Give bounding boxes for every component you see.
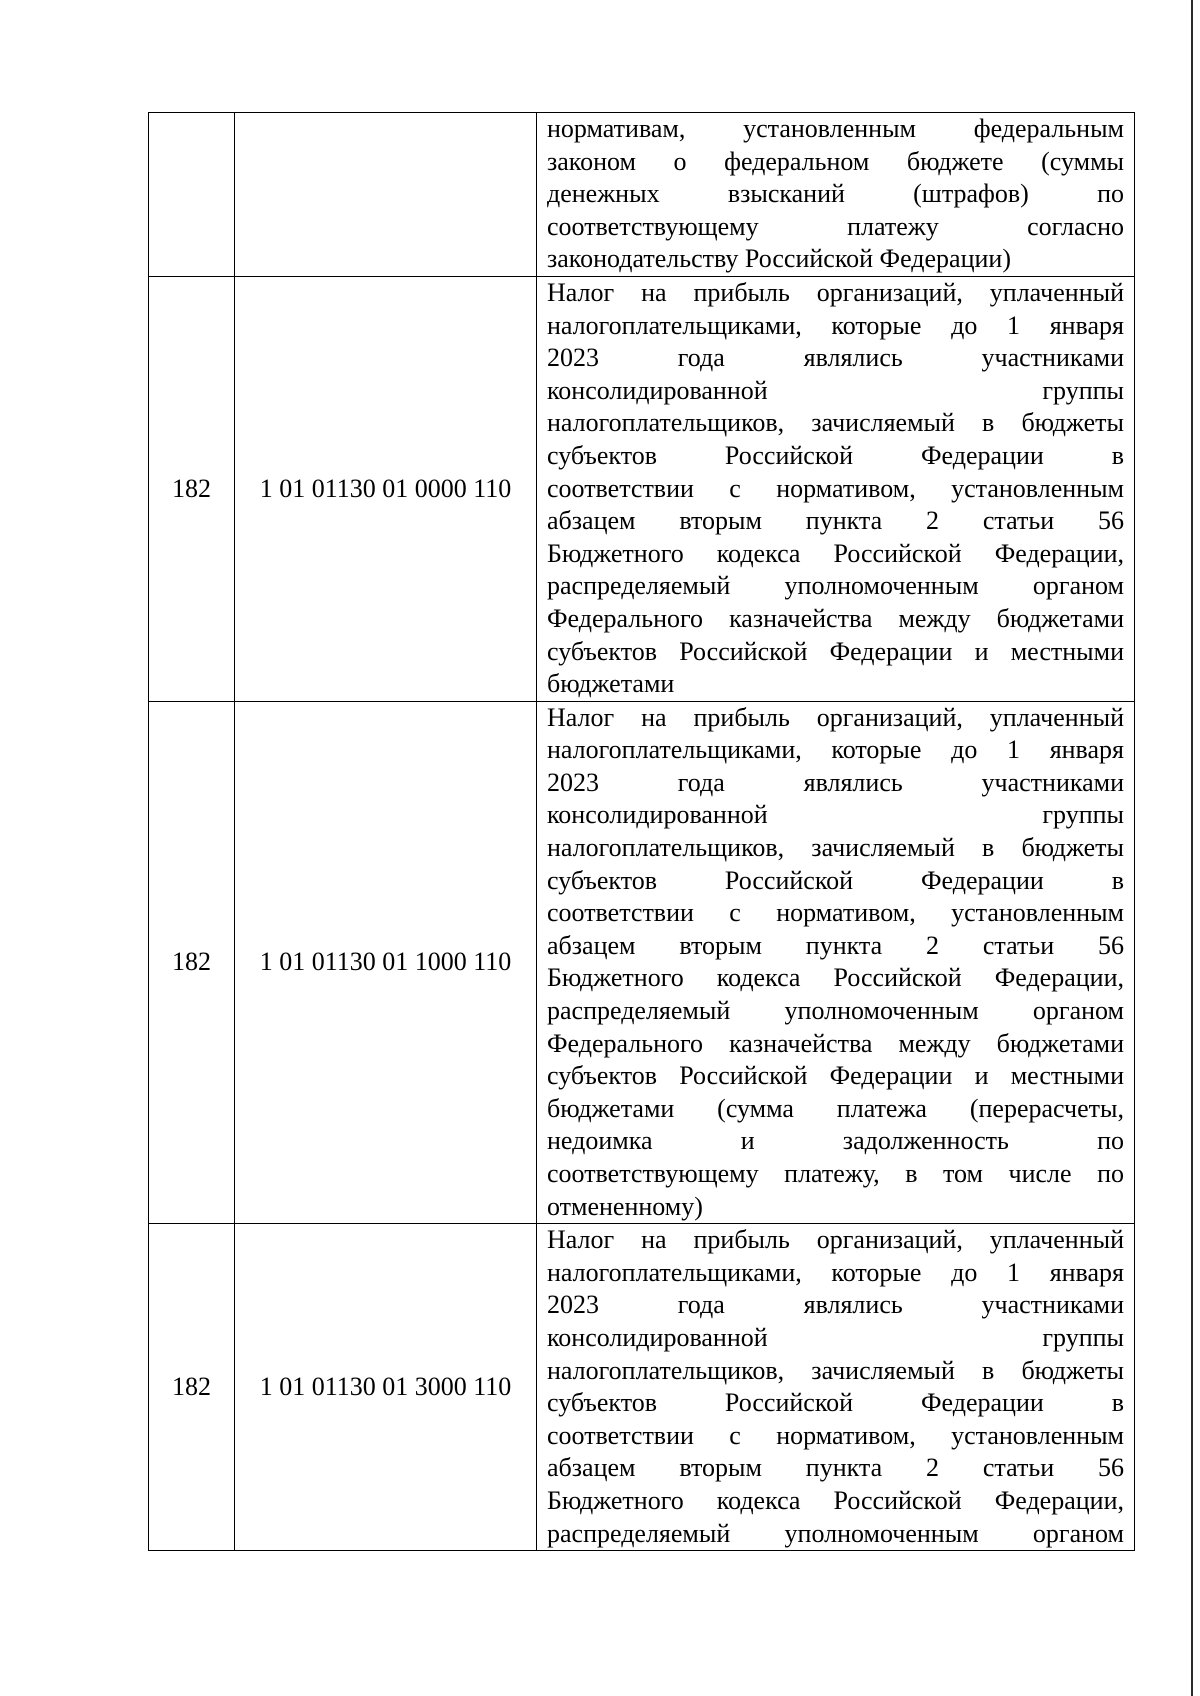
table-body [149, 113, 1135, 1551]
description-line: налогоплательщиками, которые до 1 января [547, 1257, 1124, 1287]
description-line: субъектов Российской Федерации в [547, 865, 1124, 895]
budget-code-cell [235, 113, 537, 277]
description-line: соответствующему платежу согласно [547, 211, 1124, 241]
description-line: законодательству Российской Федерации) [547, 244, 1011, 274]
description-line: налогоплательщиков, зачисляемый в бюджеты [547, 833, 1124, 863]
description-line: Налог на прибыль организаций, уплаченный [547, 277, 1124, 307]
description-line: налогоплательщиками, которые до 1 января [547, 310, 1124, 340]
budget-code-cell: 1 01 01130 01 1000 110 [235, 701, 537, 1224]
table-row [149, 113, 1135, 277]
description-line: соответствии с нормативом, установленным [547, 1420, 1124, 1450]
admin-code-cell: 182 [149, 276, 235, 701]
description-line: Бюджетного кодекса Российской Федерации, [547, 1485, 1124, 1515]
description-cell [537, 701, 1135, 1224]
description-line: распределяемый уполномоченным органом [547, 996, 1124, 1026]
description-line: налогоплательщиками, которые до 1 января [547, 735, 1124, 765]
description-line: абзацем вторым пункта 2 статьи 56 [547, 930, 1124, 960]
admin-code-cell [149, 113, 235, 277]
page-edge [1191, 0, 1193, 1696]
description-line: субъектов Российской Федерации в [547, 1388, 1124, 1418]
description-line: распределяемый уполномоченным органом [547, 1518, 1124, 1548]
table-row [149, 276, 1135, 701]
description-line: субъектов Российской Федерации в [547, 440, 1124, 470]
admin-code-cell: 182 [149, 1224, 235, 1551]
description-line: субъектов Российской Федерации и местными [547, 636, 1124, 666]
table-row [149, 1224, 1135, 1551]
table-row [149, 701, 1135, 1224]
description-line: налогоплательщиков, зачисляемый в бюджеты [547, 1355, 1124, 1385]
description-line: консолидированной группы [547, 375, 1124, 405]
description-line: соответствующему платежу, в том числе по [547, 1159, 1124, 1188]
description-cell [537, 276, 1135, 701]
description-line: абзацем вторым пункта 2 статьи 56 [547, 1453, 1124, 1483]
budget-code-cell: 1 01 01130 01 3000 110 [235, 1224, 537, 1551]
description-line: бюджетами [547, 669, 675, 699]
description-line: недоимка и задолженность по [547, 1126, 1124, 1156]
description-line: Налог на прибыль организаций, уплаченный [547, 1225, 1124, 1255]
description-line: законом о федеральном бюджете (суммы [547, 146, 1124, 176]
description-cell [537, 1224, 1135, 1551]
description-line: консолидированной группы [547, 800, 1124, 830]
description-line: Федерального казначейства между бюджетами [547, 1028, 1124, 1058]
description-line: налогоплательщиков, зачисляемый в бюджеты [547, 408, 1124, 438]
description-line: консолидированной группы [547, 1322, 1124, 1352]
description-line: 2023 года являлись участниками [547, 767, 1124, 797]
description-line: 2023 года являлись участниками [547, 1290, 1124, 1320]
description-line: 2023 года являлись участниками [547, 343, 1124, 373]
description-line: денежных взысканий (штрафов) по [547, 179, 1124, 209]
description-line: Федерального казначейства между бюджетами [547, 603, 1124, 633]
description-cell [537, 113, 1135, 277]
description-line: соответствии с нормативом, установленным [547, 898, 1124, 928]
description-line: соответствии с нормативом, установленным [547, 473, 1124, 503]
description-line: абзацем вторым пункта 2 статьи 56 [547, 506, 1124, 536]
description-line: Бюджетного кодекса Российской Федерации, [547, 963, 1124, 993]
budget-classification-table [148, 112, 1135, 1551]
description-line: отмененному) [547, 1191, 703, 1221]
description-line: бюджетами (сумма платежа (перерасчеты, [547, 1093, 1124, 1123]
description-line: Бюджетного кодекса Российской Федерации, [547, 538, 1124, 568]
description-line: нормативам, установленным федеральным [547, 114, 1124, 143]
budget-code-cell: 1 01 01130 01 0000 110 [235, 276, 537, 701]
description-line: Налог на прибыль организаций, уплаченный [547, 702, 1124, 732]
admin-code-cell: 182 [149, 701, 235, 1224]
description-line: распределяемый уполномоченным органом [547, 571, 1124, 601]
description-line: субъектов Российской Федерации и местными [547, 1061, 1124, 1091]
